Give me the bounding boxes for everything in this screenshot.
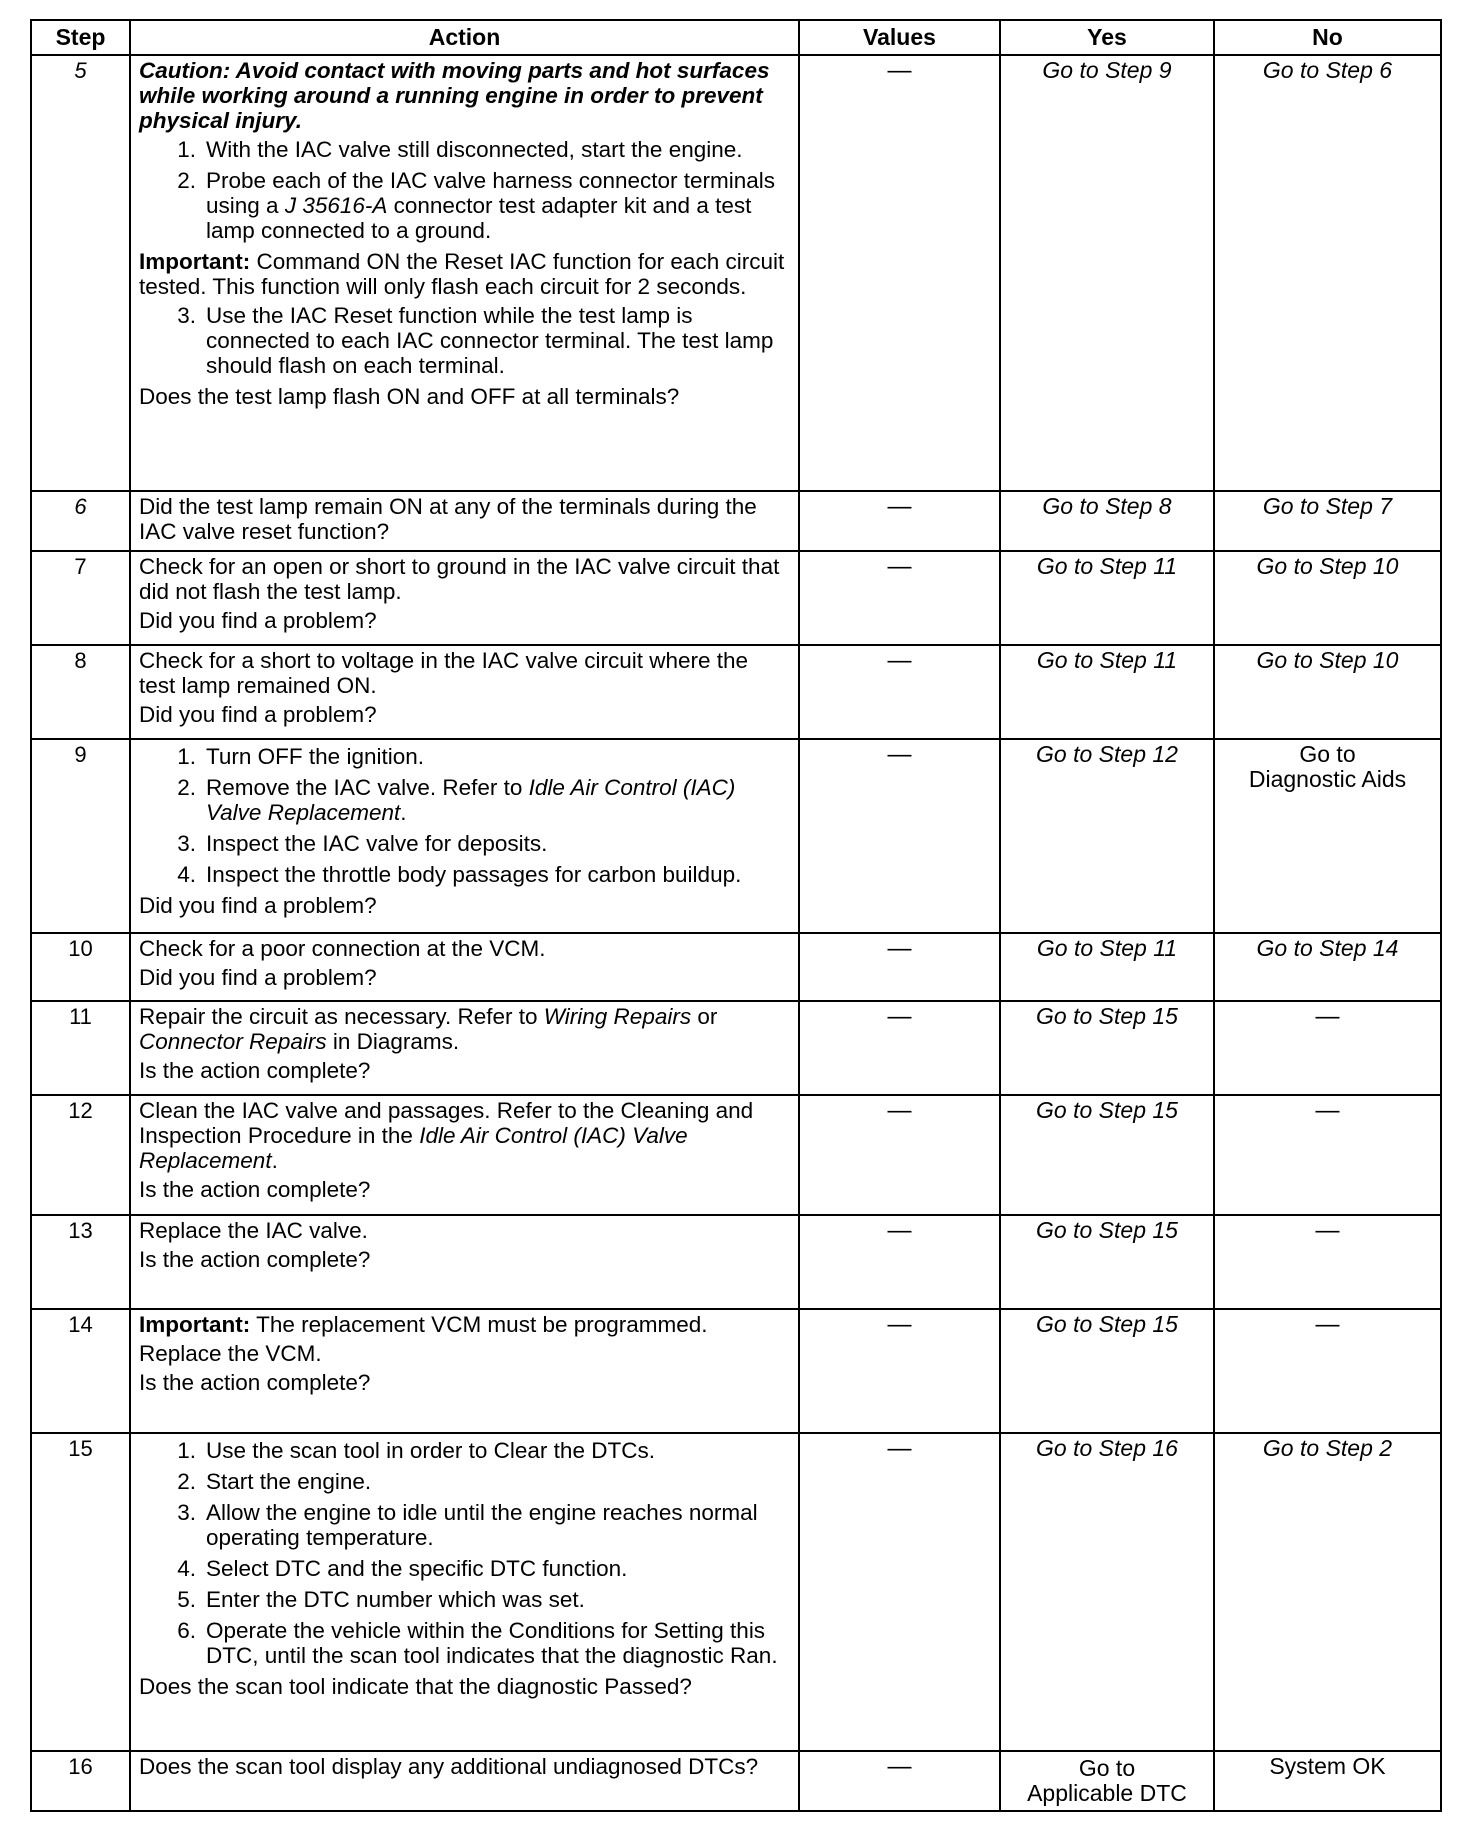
question-text: Does the scan tool display any additional undiagnosed DTCs? [139,1754,759,1779]
no-result-line: Diagnostic Aids [1248,766,1407,792]
step-number: 10 [31,933,130,1001]
values-cell: — [799,645,1000,739]
list-item: 4. Select DTC and the specific DTC function. [177,1556,628,1581]
yes-result: Go to Step 15 [1000,1095,1214,1215]
list-item: 3. Use the IAC Reset function while the test lamp is connected to each IAC connector terminal. The test lamp should flash on each terminal. [177,303,774,378]
header-no: No [1214,20,1441,55]
table-row-step-11 [31,1001,1441,1095]
action-cell [130,55,799,491]
yes-result-line: Applicable DTC [1027,1780,1187,1806]
no-result: Go to Step 14 [1214,933,1441,1001]
diagnostic-table [30,19,1442,1812]
values-cell: — [799,739,1000,933]
yes-result: Go to Step 15 [1000,1001,1214,1095]
document-reference: Wiring Repairs [543,1004,692,1029]
action-text: Replace the VCM. [139,1341,322,1366]
values-cell: — [799,1215,1000,1309]
yes-result: Go to Step 15 [1000,1215,1214,1309]
table-row-step-9 [31,739,1441,933]
action-text: Check for an open or short to ground in the IAC valve circuit that did not flash the test lamp. [139,554,780,604]
question-text: Did you find a problem? [139,702,377,727]
question-text: Is the action complete? [139,1177,371,1202]
action-cell [130,1215,799,1309]
table-row-step-14 [31,1309,1441,1433]
no-result [1214,739,1441,933]
values-cell: — [799,1095,1000,1215]
yes-result: Go to Step 15 [1000,1309,1214,1433]
step-number: 7 [31,551,130,645]
step-number: 13 [31,1215,130,1309]
tool-reference: J 35616-A [284,193,388,218]
no-result: — [1214,1095,1441,1215]
table-row-step-10 [31,933,1441,1001]
list-item: 3. Allow the engine to idle until the engine reaches normal operating temperature. [177,1500,758,1550]
question-text: Did the test lamp remain ON at any of the terminals during the IAC valve reset function? [139,494,757,544]
yes-result: Go to Step 11 [1000,933,1214,1001]
procedure-list [139,303,790,378]
yes-result-line: Go to [1078,1755,1136,1781]
procedure-list [139,137,790,243]
question-text: Did you find a problem? [139,608,377,633]
question-text: Did you find a problem? [139,965,377,990]
values-cell: — [799,1433,1000,1751]
no-result: Go to Step 2 [1214,1433,1441,1751]
step-number: 11 [31,1001,130,1095]
step-number: 16 [31,1751,130,1811]
step-number: 12 [31,1095,130,1215]
question-text: Does the test lamp flash ON and OFF at all terminals? [139,384,680,409]
step-number: 8 [31,645,130,739]
action-cell [130,1433,799,1751]
values-cell: — [799,491,1000,551]
action-cell [130,1095,799,1215]
action-cell [130,1751,799,1811]
yes-result: Go to Step 11 [1000,551,1214,645]
caution-text: Caution: Avoid contact with moving parts and hot surfaces while working around a running engine in order to prevent physical injury. [139,58,770,133]
table-row-step-12 [31,1095,1441,1215]
no-result: — [1214,1215,1441,1309]
question-text: Is the action complete? [139,1370,371,1395]
step-number: 6 [31,491,130,551]
question-text: Is the action complete? [139,1247,371,1272]
document-reference: Connector Repairs [139,1029,327,1054]
list-item: 2. Start the engine. [177,1469,372,1494]
table-row-step-15 [31,1433,1441,1751]
action-text: Check for a short to voltage in the IAC valve circuit where the test lamp remained ON. [139,648,749,698]
question-text: Did you find a problem? [139,893,377,918]
important-note: Important: Command ON the Reset IAC function for each circuit tested. This function will only flash each circuit for 2 seconds. [139,249,785,299]
yes-result: Go to Step 12 [1000,739,1214,933]
yes-result: Go to Step 9 [1000,55,1214,491]
no-result: Go to Step 10 [1214,551,1441,645]
yes-result: Go to Step 11 [1000,645,1214,739]
yes-result [1000,1751,1214,1811]
procedure-list [139,744,790,887]
action-text: Replace the IAC valve. [139,1218,368,1243]
list-item: 1. With the IAC valve still disconnected, start the engine. [177,137,743,162]
step-number: 5 [31,55,130,491]
values-cell: — [799,933,1000,1001]
list-item: 6. Operate the vehicle within the Conditions for Setting this DTC, until the scan tool indicates that the diagnostic Ran. [177,1618,778,1668]
values-cell: — [799,551,1000,645]
list-item: 2. Remove the IAC valve. Refer to Idle Air Control (IAC) Valve Replacement. [177,775,736,825]
list-item: 5. Enter the DTC number which was set. [177,1587,585,1612]
header-step: Step [31,20,130,55]
yes-result: Go to Step 8 [1000,491,1214,551]
table-row-step-13 [31,1215,1441,1309]
procedure-list [139,1438,790,1668]
step-number: 15 [31,1433,130,1751]
values-cell: — [799,1001,1000,1095]
step-number: 9 [31,739,130,933]
table-row-step-5 [31,55,1441,491]
no-result: — [1214,1001,1441,1095]
action-text: Clean the IAC valve and passages. Refer to the Cleaning and Inspection Procedure in the Idle Air Control (IAC) Valve Replacement. [139,1098,754,1173]
list-item: 3. Inspect the IAC valve for deposits. [177,831,548,856]
action-cell [130,1001,799,1095]
no-result-line: Go to [1299,741,1356,767]
values-cell: — [799,1309,1000,1433]
list-item: 2. Probe each of the IAC valve harness connector terminals using a J 35616-A connector test adapter kit and a test lamp connected to a ground. [177,168,776,243]
question-text: Is the action complete? [139,1058,371,1083]
no-result: — [1214,1309,1441,1433]
header-row [31,20,1441,55]
action-cell [130,551,799,645]
header-action: Action [130,20,799,55]
question-text: Does the scan tool indicate that the diagnostic Passed? [139,1674,692,1699]
action-cell [130,739,799,933]
step-number: 14 [31,1309,130,1433]
list-item: 1. Turn OFF the ignition. [177,744,425,769]
header-yes: Yes [1000,20,1214,55]
no-result: Go to Step 6 [1214,55,1441,491]
action-cell [130,491,799,551]
document-reference: Idle Air Control (IAC) Valve Replacement [139,1123,688,1173]
no-result: Go to Step 7 [1214,491,1441,551]
no-result: System OK [1214,1751,1441,1811]
no-result: Go to Step 10 [1214,645,1441,739]
yes-result: Go to Step 16 [1000,1433,1214,1751]
important-note: Important: The replacement VCM must be programmed. [139,1312,708,1337]
values-cell: — [799,1751,1000,1811]
table-row-step-16 [31,1751,1441,1811]
table-row-step-8 [31,645,1441,739]
action-cell [130,1309,799,1433]
action-cell [130,645,799,739]
action-text: Repair the circuit as necessary. Refer to Wiring Repairs or Connector Repairs in Diagrams. [139,1004,718,1054]
document-reference: Idle Air Control (IAC) Valve Replacement [206,775,736,825]
list-item: 4. Inspect the throttle body passages for carbon buildup. [177,862,742,887]
action-cell [130,933,799,1001]
header-values: Values [799,20,1000,55]
table-row-step-6 [31,491,1441,551]
table-row-step-7 [31,551,1441,645]
list-item: 1. Use the scan tool in order to Clear the DTCs. [177,1438,655,1463]
action-text: Check for a poor connection at the VCM. [139,936,546,961]
values-cell: — [799,55,1000,491]
